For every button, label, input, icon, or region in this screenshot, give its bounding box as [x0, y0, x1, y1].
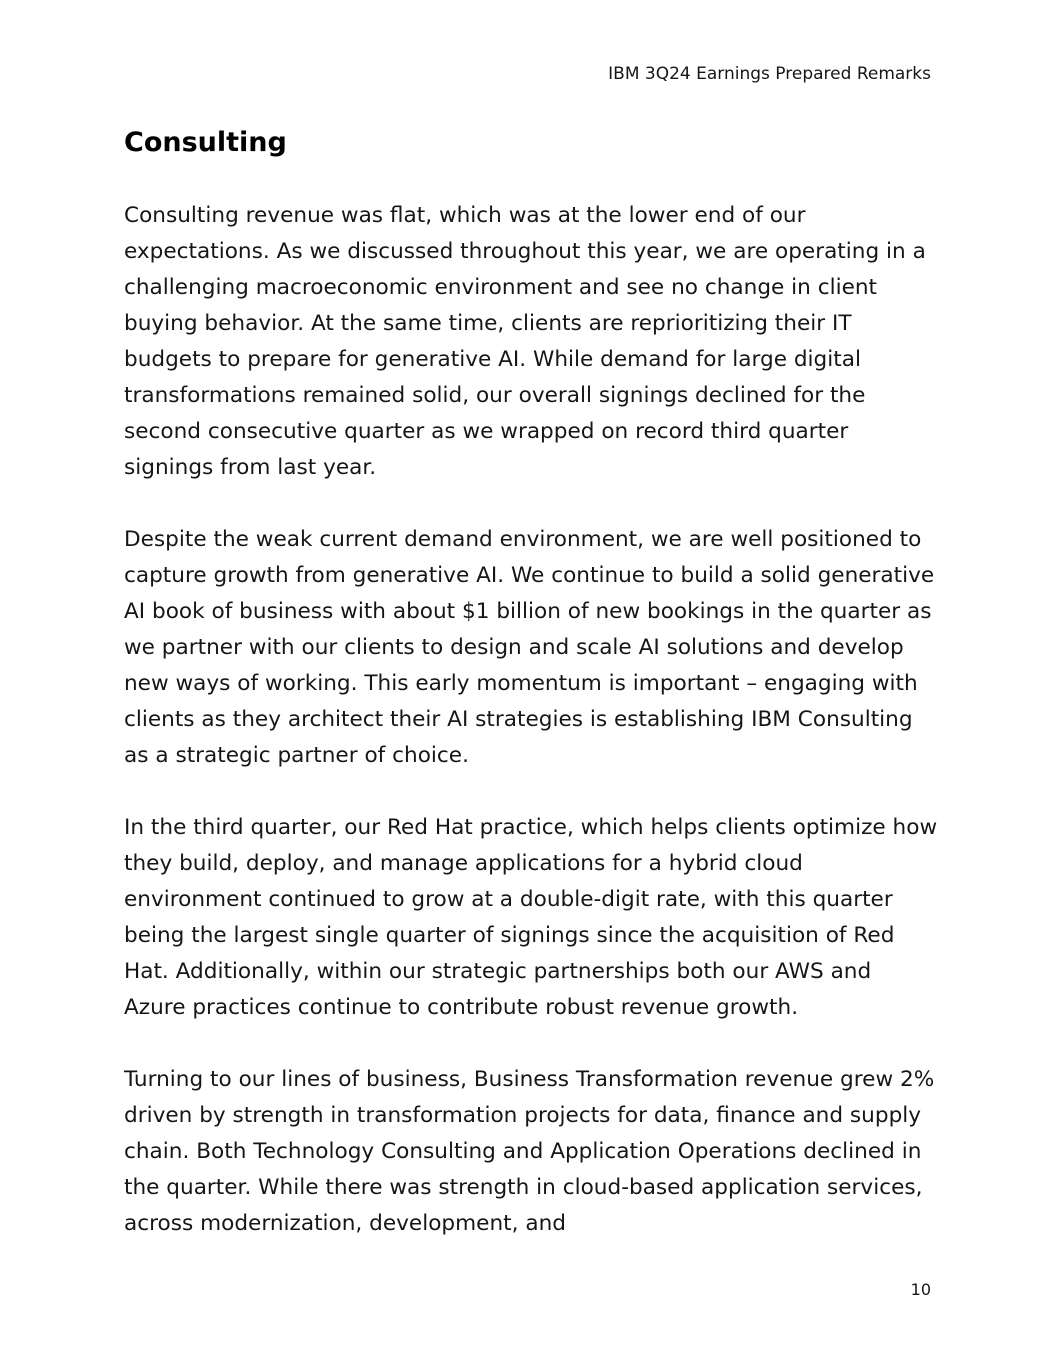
paragraph-2: Despite the weak current demand environment, we are well positioned to capture growth from generative AI. We continue to build a solid generative AI book of business with about $1 billion of new bookings in the quarter as we partner with our clients to design and scale AI solutions and develop new ways of working. This early momentum is important – engaging with clients as they architect their AI strategies is establishing IBM Consulting as a strategic partner of choice.: [124, 527, 935, 768]
page-number: 10: [910, 1280, 931, 1299]
paragraph-3: In the third quarter, our Red Hat practice, which helps clients optimize how they build, deploy, and manage applications for a hybrid cloud environment continued to grow at a double-digit rate, with this quarter being the largest single quarter of signings since the acquisition of Red Hat. Additionally, within our strategic partnerships both our AWS and Azure practices continue to contribute robust revenue growth.: [124, 815, 938, 1020]
section-title: Consulting: [124, 127, 287, 158]
paragraph-4: Turning to our lines of business, Business Transformation revenue grew 2% driven by strength in transformation projects for data, finance and supply chain. Both Technology Consulting and Application Operations declined in the quarter. While there was strength in cloud-based application services, across modernization, development, and: [124, 1067, 935, 1236]
page-content: [124, 124, 939, 1242]
document-header: IBM 3Q24 Earnings Prepared Remarks: [608, 64, 931, 84]
paragraph-1: Consulting revenue was flat, which was at the lower end of our expectations. As we discussed throughout this year, we are operating in a challenging macroeconomic environment and see no change in client buying behavior. At the same time, clients are reprioritizing their IT budgets to prepare for generative AI. While demand for large digital transformations remained solid, our overall signings declined for the second consecutive quarter as we wrapped on record third quarter signings from last year.: [124, 203, 926, 480]
